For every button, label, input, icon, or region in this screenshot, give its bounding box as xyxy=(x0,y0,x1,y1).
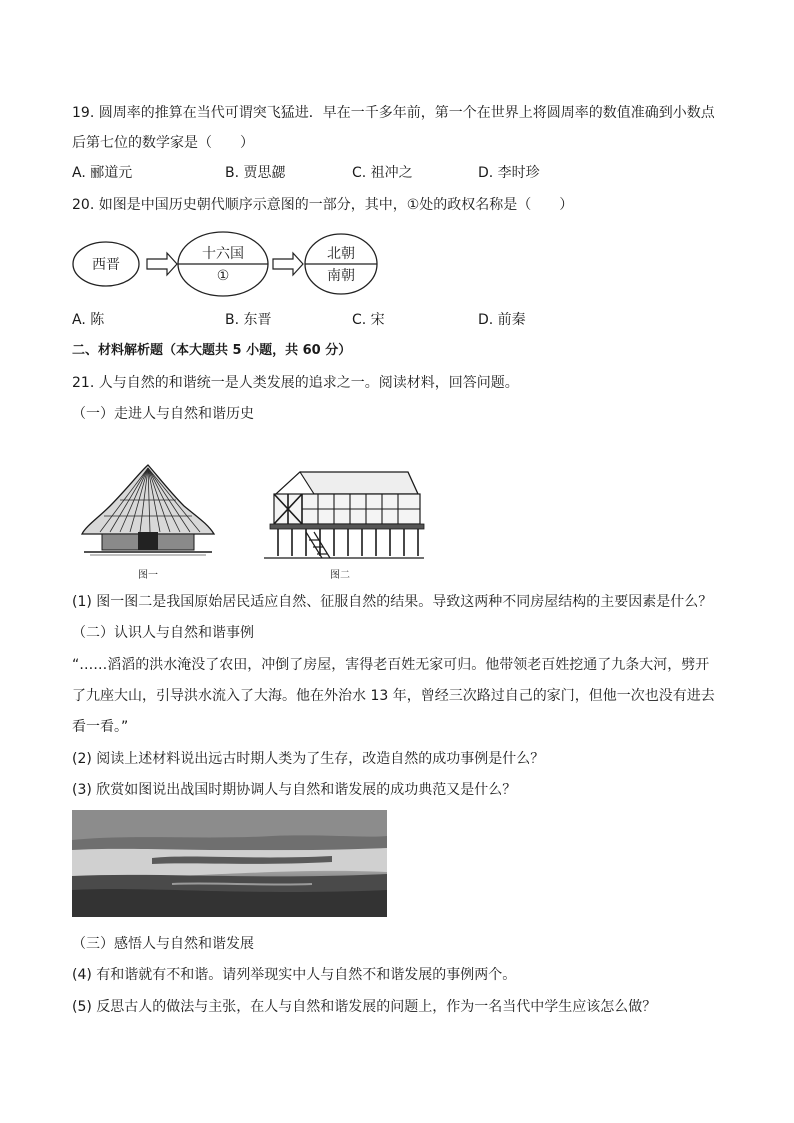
q21-quote-line1: “……滔滔的洪水淹没了农田，冲倒了房屋，害得老百姓无家可归。他带领老百姓挖通了九条大河，劈开 xyxy=(72,657,710,673)
stilt-house-image xyxy=(262,470,426,562)
section-title: 二、材料解析题（本大题共 5 小题，共 60 分） xyxy=(72,343,352,358)
q19-stem-line2: 后第七位的数学家是（ ） xyxy=(72,135,254,151)
q20-option-d: D. 前秦 xyxy=(478,312,526,328)
q19-option-c: C. 祖冲之 xyxy=(352,165,413,181)
label-west-jin: 西晋 xyxy=(92,257,120,273)
figure1-caption: 图一 xyxy=(138,570,158,581)
q21-stem: 21. 人与自然的和谐统一是人类发展的追求之一。阅读材料，回答问题。 xyxy=(72,375,519,391)
q21-quote-line2: 了九座大山，引导洪水流入了大海。他在外治水 13 年，曾经三次路过自己的家门，但他一次也没有进去 xyxy=(72,688,715,704)
q20-option-a: A. 陈 xyxy=(72,312,105,328)
thatched-hut-image xyxy=(80,462,216,558)
q20-stem: 20. 如图是中国历史朝代顺序示意图的一部分，其中，①处的政权名称是（ ） xyxy=(72,197,574,213)
q19-stem-line1: 19. 圆周率的推算在当代可谓突飞猛进．早在一千多年前，第一个在世界上将圆周率的数值准确到小数点 xyxy=(72,105,715,121)
q21-part3-title: （三）感悟人与自然和谐发展 xyxy=(72,936,254,952)
label-blank-1: ① xyxy=(216,268,230,284)
q20-option-c: C. 宋 xyxy=(352,312,385,328)
q20-option-b: B. 东晋 xyxy=(225,312,272,328)
q19-option-b: B. 贾思勰 xyxy=(225,165,286,181)
q21-quote-line3: 看一看。” xyxy=(72,719,129,735)
q21-sub1: (1) 图一图二是我国原始居民适应自然、征服自然的结果。导致这两种不同房屋结构的主要因素是什么？ xyxy=(72,594,713,610)
figure2-caption: 图二 xyxy=(330,570,350,581)
q19-option-d: D. 李时珍 xyxy=(478,165,540,181)
label-northern-dynasties: 北朝 xyxy=(327,246,355,262)
q21-sub3: (3) 欣赏如图说出战国时期协调人与自然和谐发展的成功典范又是什么？ xyxy=(72,782,517,798)
q21-sub2: (2) 阅读上述材料说出远古时期人类为了生存，改造自然的成功事例是什么？ xyxy=(72,751,545,767)
q21-part2-title: （二）认识人与自然和谐事例 xyxy=(72,625,254,641)
q21-sub5: (5) 反思古人的做法与主张，在人与自然和谐发展的问题上，作为一名当代中学生应该怎么做？ xyxy=(72,999,657,1015)
arrow-icon xyxy=(273,253,303,275)
label-southern-dynasties: 南朝 xyxy=(327,268,355,284)
q21-sub4: (4) 有和谐就有不和谐。请列举现实中人与自然不和谐发展的事例两个。 xyxy=(72,967,517,983)
label-sixteen-kingdoms: 十六国 xyxy=(202,246,244,262)
dynasty-sequence-diagram xyxy=(70,228,390,300)
q19-option-a: A. 郦道元 xyxy=(72,165,133,181)
irrigation-photo xyxy=(72,810,387,917)
q21-part1-title: （一）走进人与自然和谐历史 xyxy=(72,406,254,422)
arrow-icon xyxy=(147,253,177,275)
